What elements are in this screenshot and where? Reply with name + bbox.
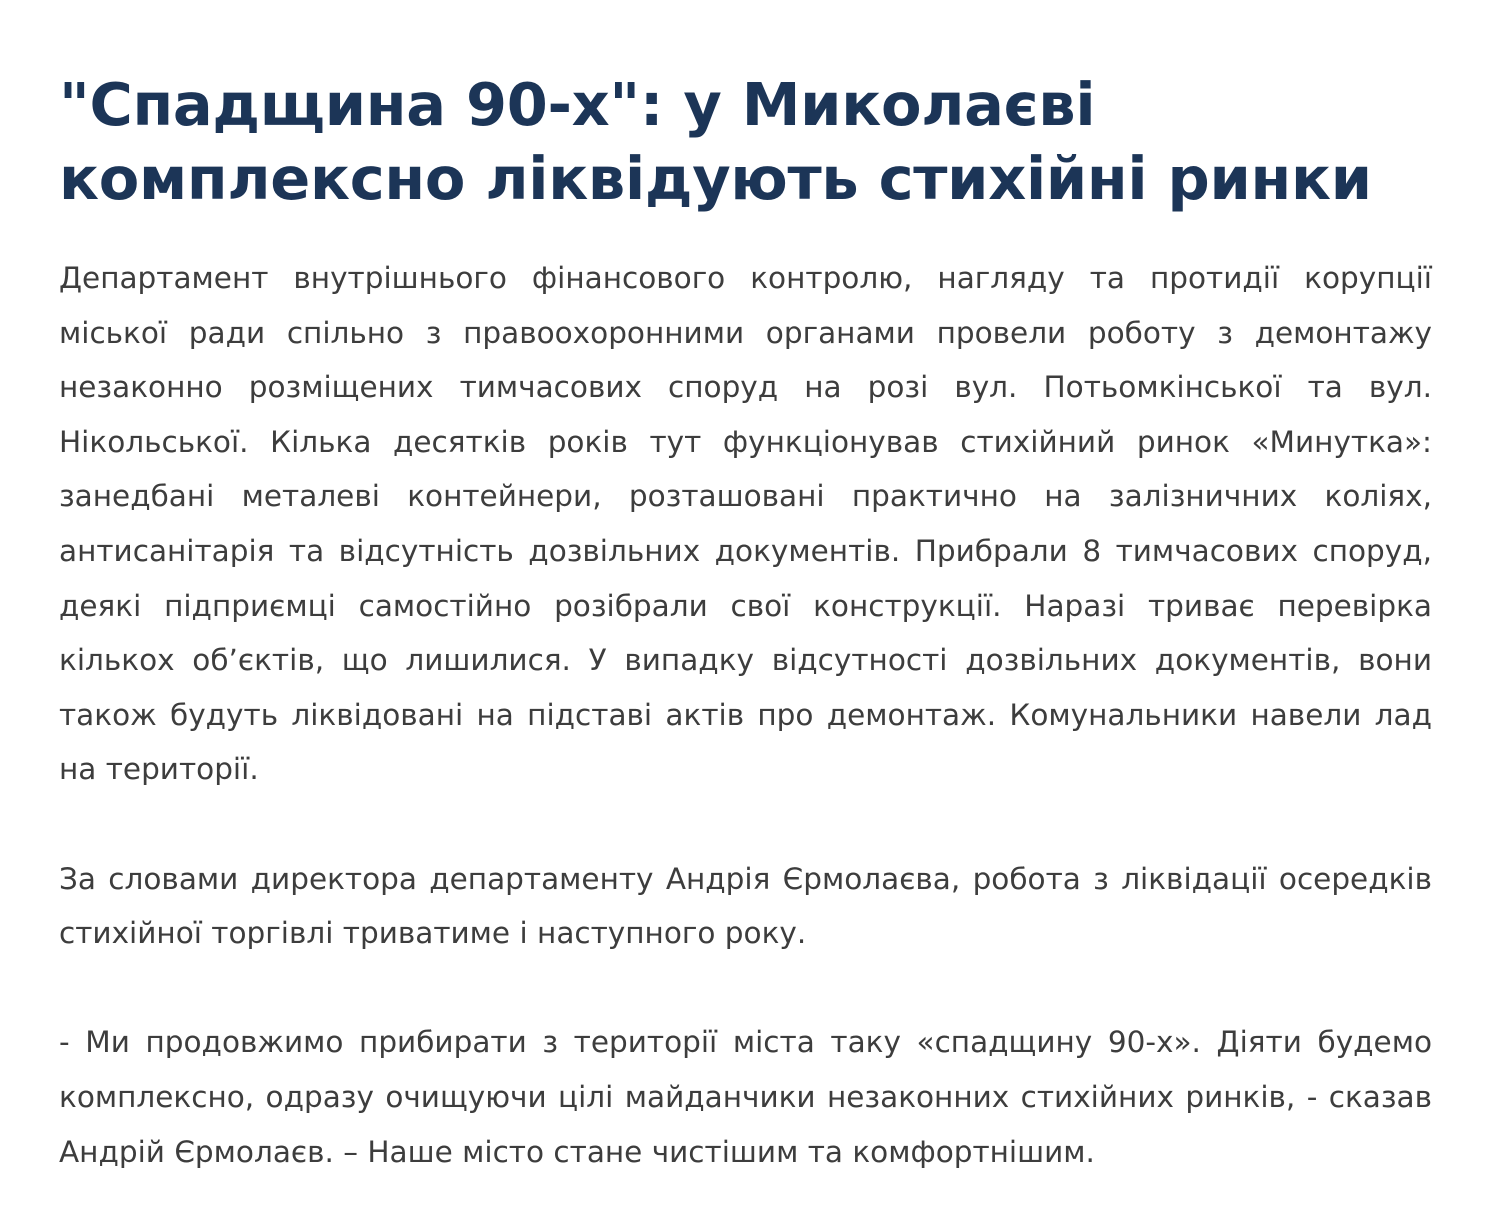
- article-body: [59, 251, 1432, 1179]
- article-paragraph-quote: - Ми продовжимо прибирати з території міста таку «спадщину 90-х». Діяти будемо комплексно, одразу очищуючи цілі майданчики незаконних стихійних ринків, - сказав Андрій Єрмолаєв. – Наше місто стане чистішим та комфортнішим.: [59, 1025, 1432, 1169]
- article-paragraph-1: Департамент внутрішнього фінансового контролю, нагляду та протидії корупції міської ради спільно з правоохоронними органами провели роботу з демонтажу незаконно розміщених тимчасових споруд на розі вул. Потьомкінської та вул. Нікольської. Кілька десятків років тут функціонував стихійний ринок «Минутка»: занедбані металеві контейнери, розташовані практично на залізничних коліях, антисанітарія та відсутність дозвільних документів. Прибрали 8 тимчасових споруд, деякі підприємці самостійно розібрали свої конструкції. Наразі триває перевірка кількох об’єктів, що лишилися. У випадку відсутності дозвільних документів, вони також будуть ліквідовані на підставі актів про демонтаж. Комунальники навели лад на території.: [59, 261, 1432, 787]
- article-title: "Спадщина 90-х": у Миколаєві комплексно ліквідують стихійні ринки: [59, 70, 1372, 213]
- article-paragraph-2: За словами директора департаменту Андрія Єрмолаєва, робота з ліквідації осередків стихійної торгівлі триватиме і наступного року.: [59, 861, 1432, 951]
